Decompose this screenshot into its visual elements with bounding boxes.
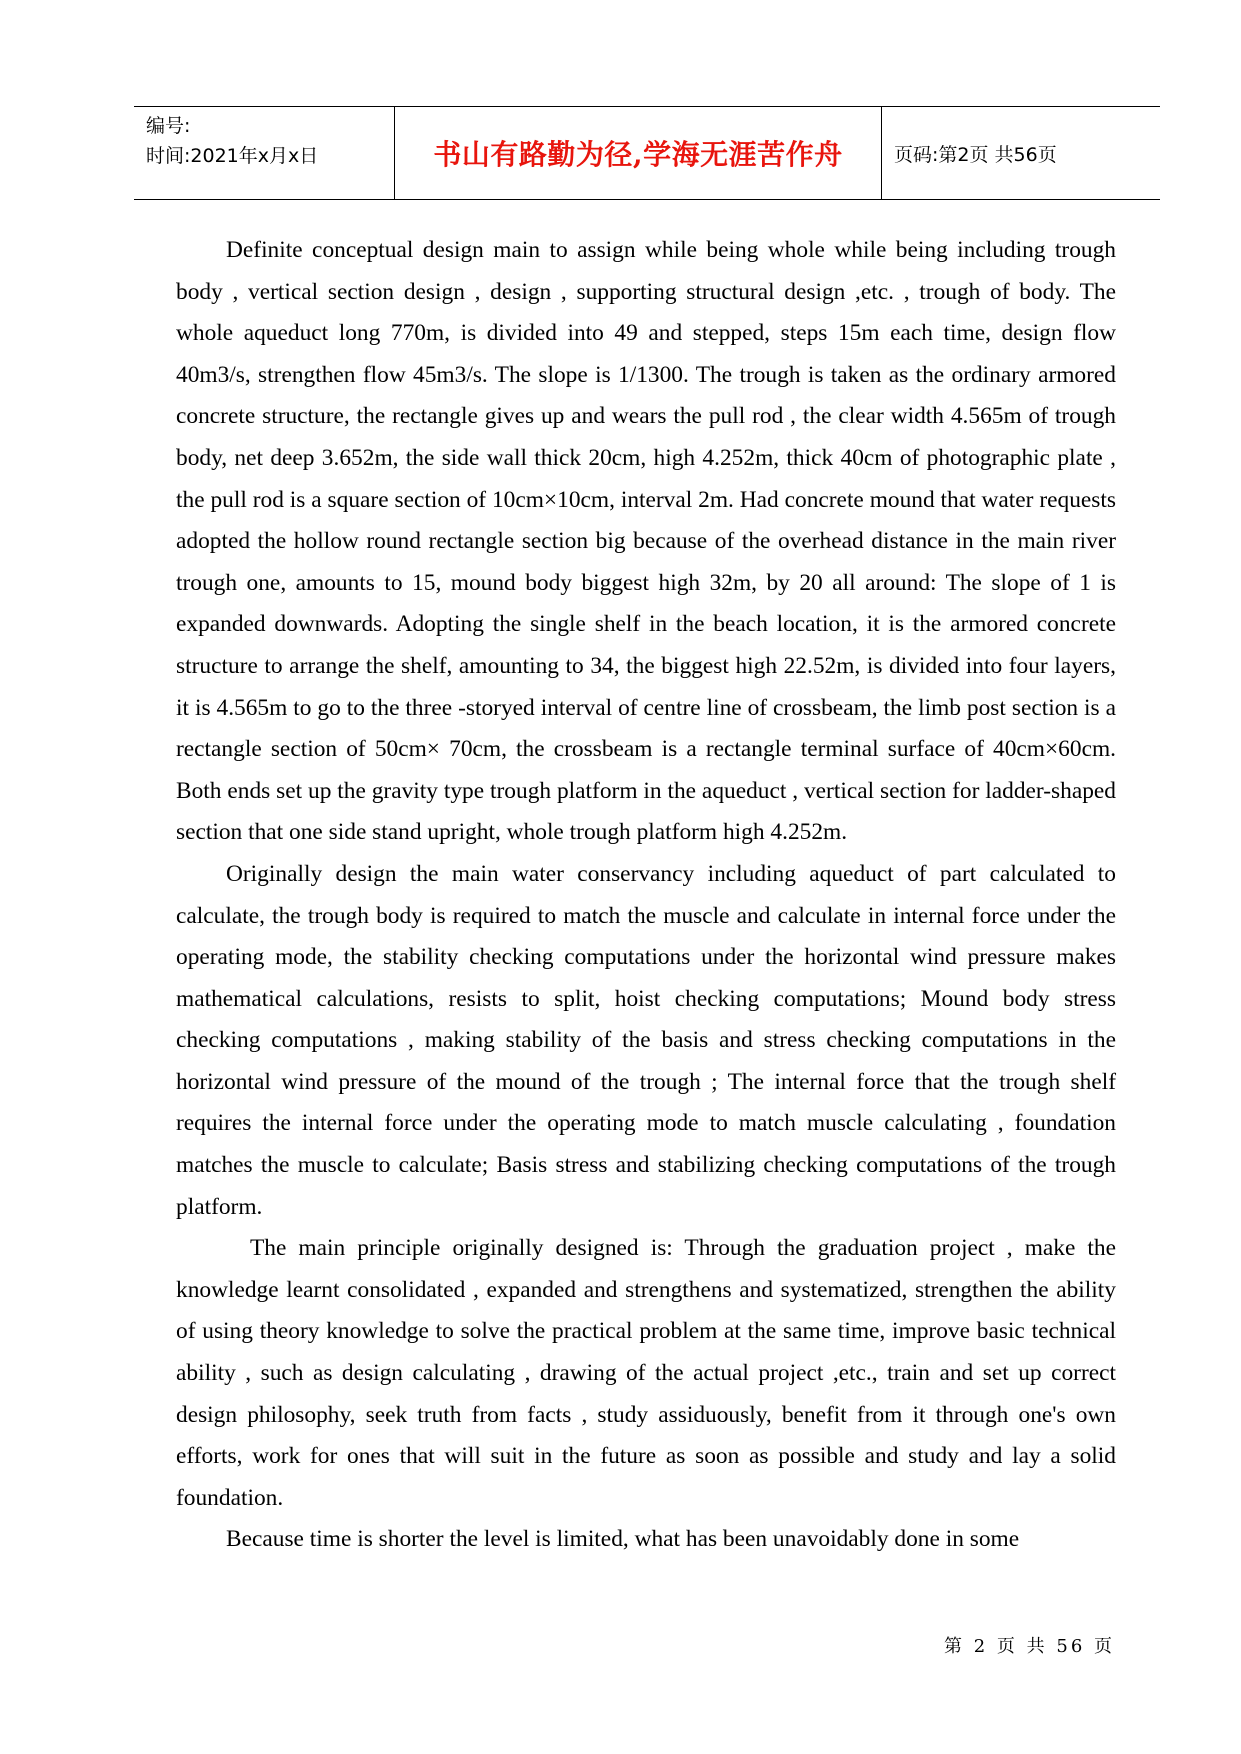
header-left-cell	[134, 107, 395, 199]
paragraph-4: Because time is shorter the level is limited, what has been unavoidably done in some	[226, 1526, 1020, 1553]
number-label: 编号:	[146, 115, 191, 137]
paragraph-1: Definite conceptual design main to assign while being whole while being including trough body , vertical section design , design , supporting structural design ,etc. , trough of body. The whole aqueduct long 770m, is divided into 49 and stepped, steps 15m each time, design flow 40m3/s, strengthen flow 45m3/s. The slope is 1/1300. The trough is taken as the ordinary armored concrete structure, the rectangle gives up and wears the pull rod , the clear width 4.565m of trough body, net deep 3.652m, the side wall thick 20cm, high 4.252m, thick 40cm of photographic plate , the pull rod is a square section of 10cm×10cm, interval 2m. Had concrete mound that water requests adopted the hollow round rectangle section big because of the overhead distance in the main river trough one, amounts to 15, mound body biggest high 32m, by 20 all around: The slope of 1 is expanded downwards. Adopting the single shelf in the beach location, it is the armored concrete structure to arrange the shelf, amounting to 34, the biggest high 22.52m, is divided into four layers, it is 4.565m to go to the three -storyed interval of centre line of crossbeam, the limb post section is a rectangle section of 50cm× 70cm, the crossbeam is a rectangle terminal surface of 40cm×60cm. Both ends set up the gravity type trough platform in the aqueduct , vertical section for ladder-shaped section that one side stand upright, whole trough platform high 4.252m.	[176, 237, 1116, 846]
paragraph-2: Originally design the main water conservancy including aqueduct of part calculated to calculate, the trough body is required to match the muscle and calculate in internal force under the operating mode, the stability checking computations under the horizontal wind pressure makes mathematical calculations, resists to split, hoist checking computations; Mound body stress checking computations , making stability of the basis and stress checking computations in the horizontal wind pressure of the mound of the trough ; The internal force that the trough shelf requires the internal force under the operating mode to match muscle calculating , foundation matches the muscle to calculate; Basis stress and stabilizing checking computations of the trough platform.	[176, 860, 1116, 1220]
body-text	[176, 230, 1116, 1561]
motto-text: 书山有路勤为径,学海无涯苦作舟	[433, 138, 843, 171]
time-label: 时间:2021年x月x日	[146, 145, 319, 167]
page-info: 页码:第2页 共56页	[894, 143, 1057, 166]
page-header	[134, 106, 1160, 200]
footer-page-number: 第 2 页 共 56 页	[944, 1636, 1115, 1657]
header-page-cell	[882, 107, 1160, 199]
header-motto-cell	[395, 107, 882, 199]
page-footer	[944, 1632, 1115, 1658]
paragraph-3: The main principle originally designed is: Through the graduation project , make the knowledge learnt consolidated , expanded and strengthens and systematized, strengthen the ability of using theory knowledge to solve the practical problem at the same time, improve basic technical ability , such as design calculating , drawing of the actual project ,etc., train and set up correct design philosophy, seek truth from facts , study assiduously, benefit from it through one's own efforts, work for ones that will suit in the future as soon as possible and study and lay a solid foundation.	[176, 1235, 1116, 1511]
